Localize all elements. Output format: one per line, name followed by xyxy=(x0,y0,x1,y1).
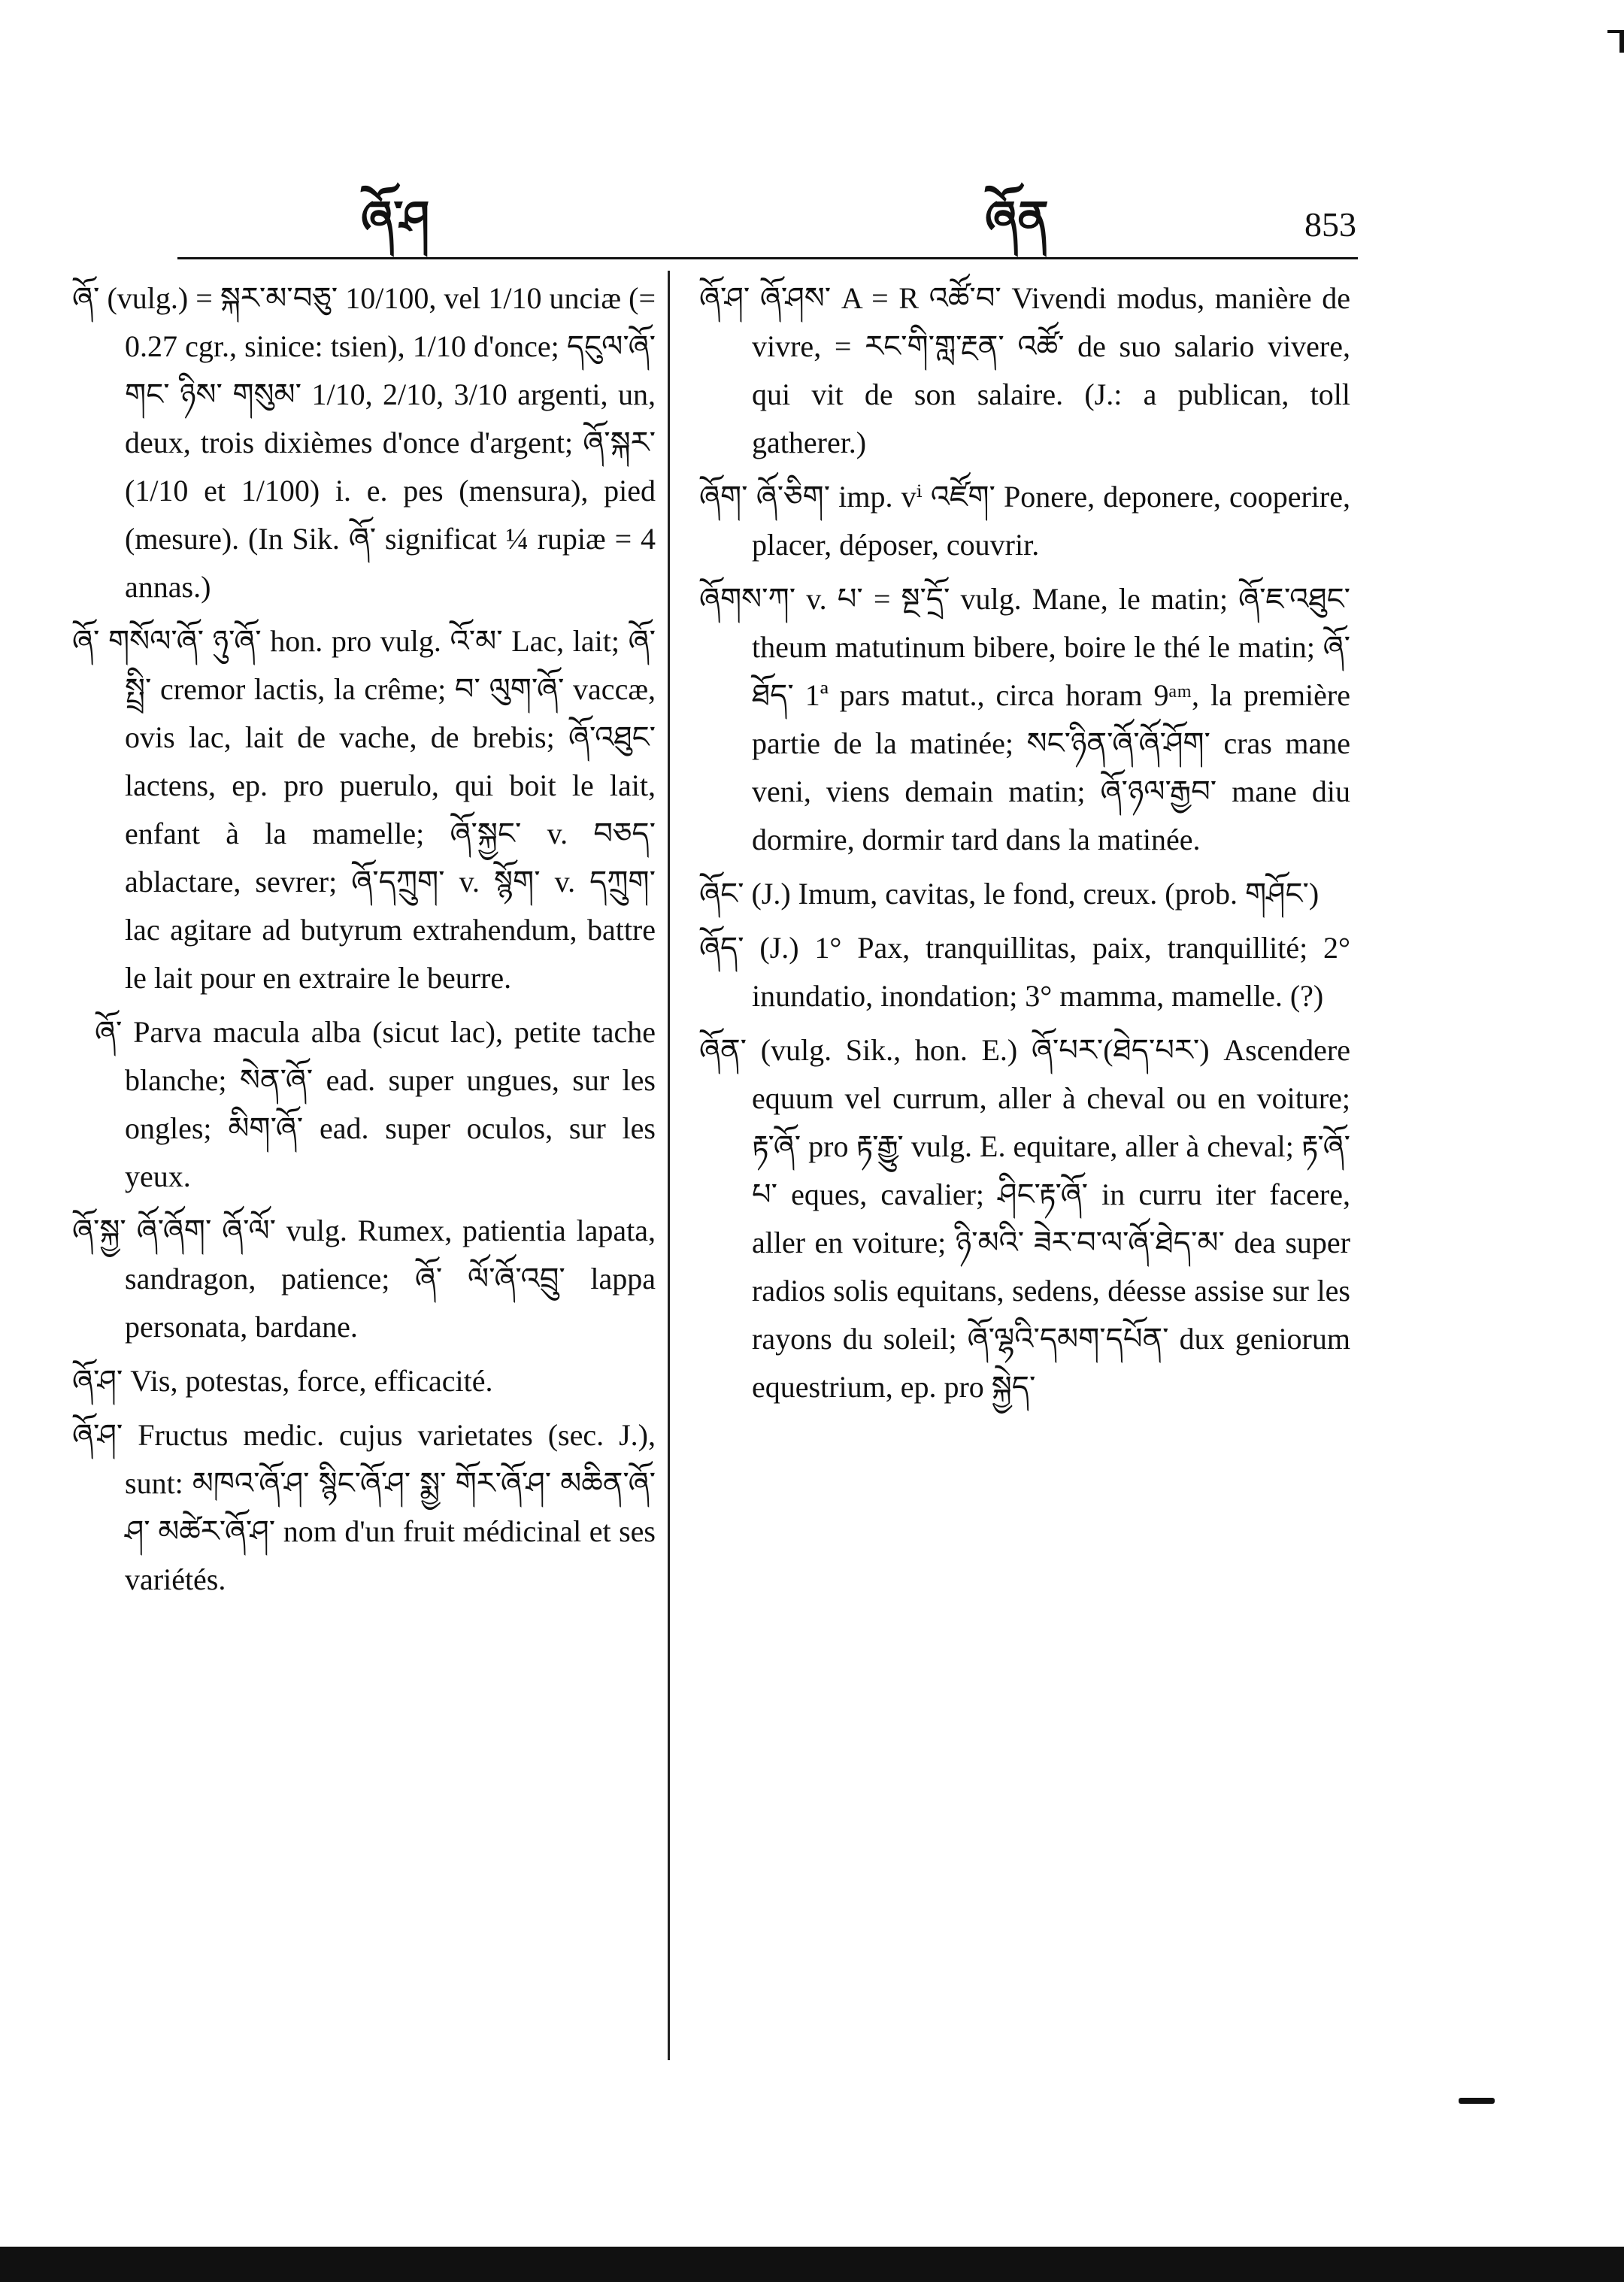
running-head-left: ཞོ་ཤ xyxy=(361,190,430,245)
page-number: 853 xyxy=(1304,205,1356,244)
column-divider xyxy=(668,271,670,2060)
entry-zho-weight: ཞོ་ (vulg.) = སྐར་མ་བཅུ་ 10/100, vel 1/10 unciæ (= 0.27 cgr., sinice: tsien), 1/10 d'once; དངུལ་ཞོ་གང་ ཉིས་ གསུམ་ 1/10, 2/10, 3/10 argenti, un, deux, trois dixièmes d'once d'argent; ཞོ་སྐར་ (1/10 et 1/100) i. e. pes (mensura), pied (mesure). (In Sik. ཞོ་ significat ¼ rupiæ = 4 annas.) xyxy=(72,281,656,604)
entry-zho-rumex: ཞོ་སྐྱ་ ཞོ་ཞོག་ ཞོ་ལོ་ vulg. Rumex, patientia lapata, sandragon, patience; ཞོ་ ལོ་ཞོ་འབྲུ་ lappa personata, bardane. xyxy=(72,1214,656,1344)
entry-zhon: ཞོན་ (vulg. Sik., hon. E.) ཞོ་པར་(ཐེད་པར་) Ascendere equum vel currum, aller à cheval ou en voiture; རྟ་ཞོ་ pro རྟ་རྒྱུ་ vulg. E. equitare, aller à cheval; རྟ་ཞོ་ པ་ eques, cavalier; ཤིང་རྟ་ཞོ་ in curru iter facere, aller en voiture; ཉི་མའི་ ཟེར་བ་ལ་ཞོ་ཐེད་མ་ dea super radios solis equitans, sedens, déesse assise sur les rayons du soleil; ཞོ་ལྷའི་དམག་དཔོན་ dux geniorum equestrium, ep. pro སྐྱེད་ xyxy=(699,1033,1350,1404)
right-column xyxy=(699,274,1350,1417)
scan-edge-mark xyxy=(1459,2098,1495,2104)
header-rule xyxy=(177,257,1358,259)
scan-corner-mark xyxy=(1607,30,1624,53)
entry-zho-sha-force: ཞོ་ཤ་ Vis, potestas, force, efficacité. xyxy=(72,1364,493,1398)
left-column xyxy=(72,274,656,1610)
entry-zho-white-spot: ཞོ་ Parva macula alba (sicut lac), petite tache blanche; སེན་ཞོ་ ead. super ungues, sur les ongles; མིག་ཞོ་ ead. super oculos, sur les yeux. xyxy=(95,1015,656,1193)
running-head-right: ཞོན xyxy=(985,190,1049,245)
entry-zho-sha-fruit: ཞོ་ཤ་ Fructus medic. cujus varietates (sec. J.), sunt: མཁའ་ཞོ་ཤ་ སྙིང་ཞོ་ཤ་ སྨྱ་ གོར་ཞོ་ཤ་ མཆིན་ཞོ་ཤ་ མཚེར་ཞོ་ཤ་ nom d'un fruit médicinal et ses variétés. xyxy=(72,1418,656,1596)
entry-zho-sha-livelihood: ཞོ་ཤ་ ཞོ་ཤས་ A = R འཚོ་བ་ Vivendi modus, manière de vivre, = རང་གི་གླ་རྔན་ འཚོ་ de suo salario vivere, qui vit de son salaire. (J.: a publican, toll gatherer.) xyxy=(699,281,1350,459)
scan-bottom-bar xyxy=(0,2247,1624,2282)
entry-zhod: ཞོད་ (J.) 1° Pax, tranquillitas, paix, tranquillité; 2° inundatio, inondation; 3° mamma, mamelle. (?) xyxy=(699,931,1350,1013)
entry-zhong: ཞོང་ (J.) Imum, cavitas, le fond, creux. (prob. གཤོང་) xyxy=(699,877,1320,911)
entry-zhogs-ka: ཞོགས་ཀ་ v. པ་ = སྔ་དྲོ་ vulg. Mane, le matin; ཞོ་ཇ་འཐུང་ theum matutinum bibere, boire le thé le matin; ཞོ་ཐོད་ 1ª pars matut., circa horam 9ᵃᵐ, la première partie de la matinée; སང་ཉིན་ཞོ་ཞོ་ཤོག་ cras mane veni, viens demain matin; ཞོ་ཉལ་རྒྱབ་ mane diu dormire, dormir tard dans la matinée. xyxy=(699,582,1350,856)
entry-zhog: ཞོག་ ཞོ་ཅིག་ imp. vⁱ འཛོག་ Ponere, deponere, cooperire, placer, déposer, couvrir. xyxy=(699,480,1350,562)
entry-zho-milk: ཞོ་ གསོལ་ཞོ་ ཉུ་ཞོ་ hon. pro vulg. འོ་མ་ Lac, lait; ཞོ་སྤྲི་ cremor lactis, la crême; བ་ ལུག་ཞོ་ vaccæ, ovis lac, lait de vache, de brebis; ཞོ་འཐུང་ lactens, ep. pro puerulo, qui boit le lait, enfant à la mamelle; ཞོ་སྐྱང་ v. བཅད་ ablactare, sevrer; ཞོ་དཀྲུག་ v. སྙོག་ v. དཀྲུག་ lac agitare ad butyrum extrahendum, battre le lait pour en extraire le beurre. xyxy=(72,624,656,995)
